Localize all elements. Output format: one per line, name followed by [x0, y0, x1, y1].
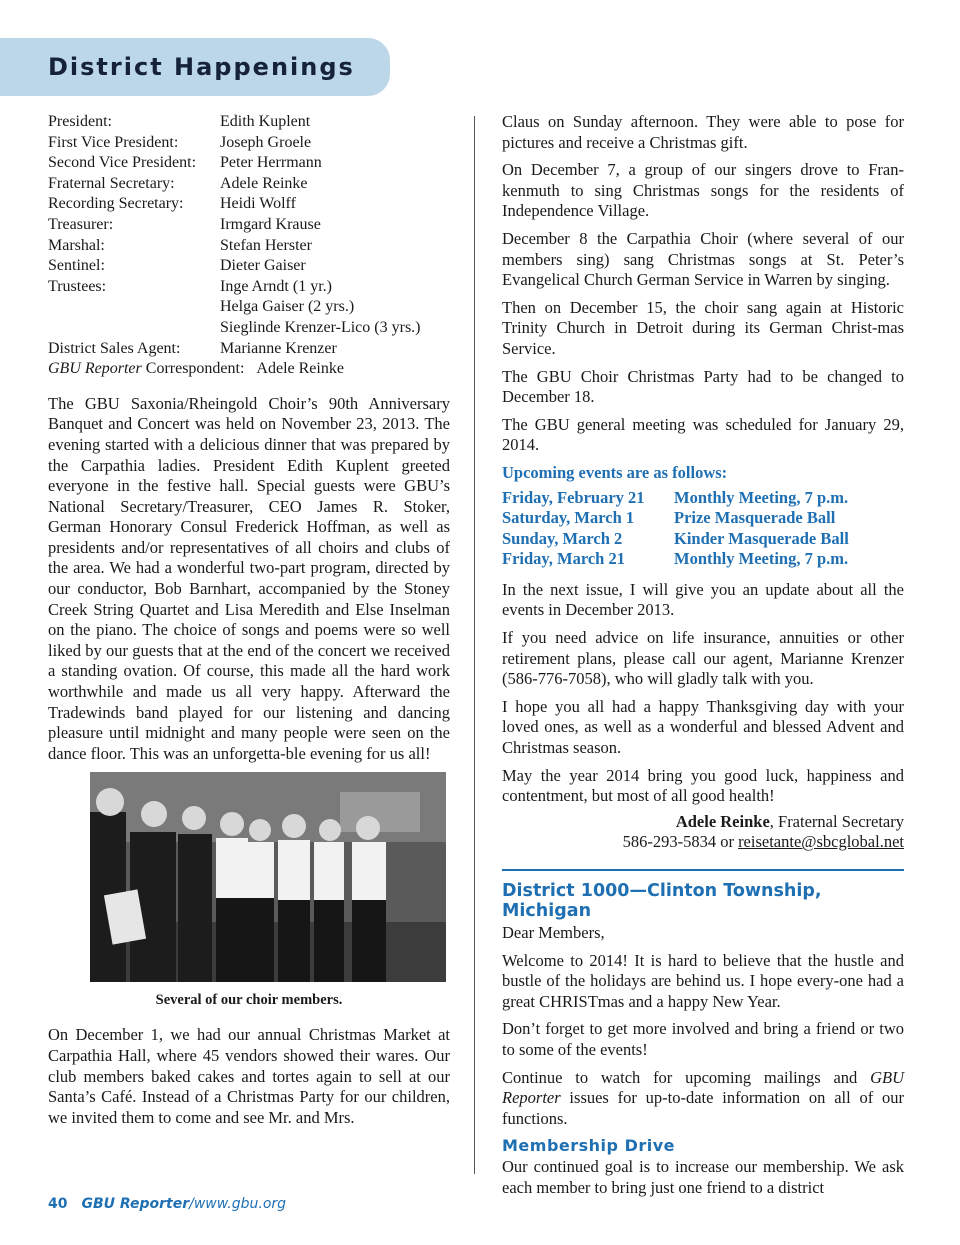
officer-row: First Vice President: Joseph Groele: [48, 133, 312, 151]
correspondent-row: GBU Reporter Correspondent: Adele Reinke: [48, 360, 344, 378]
officer-row: Trustees: Inge Arndt (1 yr.): [48, 277, 332, 295]
paragraph: The GBU Choir Christmas Party had to be changed to December 18.: [502, 366, 904, 407]
page-number: 40: [48, 1196, 68, 1212]
officer-row: Treasurer: Irmgard Krause: [48, 215, 321, 233]
paragraph: May the year 2014 bring you good luck, happiness and contentment, but most of all good health!: [502, 765, 904, 806]
officer-row: Sentinel: Dieter Gaiser: [48, 257, 306, 275]
choir-photo: [90, 772, 446, 982]
event-row: Sunday, March 2 Kinder Masquerade Ball: [502, 528, 849, 548]
paragraph: Claus on Sunday afternoon. They were able to pose for pictures and receive a Christmas gift.: [502, 112, 904, 152]
page-footer: [48, 1196, 286, 1212]
signature-name: Adele Reinke: [675, 811, 770, 831]
paragraph: The GBU general meeting was scheduled for January 29, 2014.: [502, 414, 904, 455]
paragraph: Don’t forget to get more involved and bring a friend or two to some of the events!: [502, 1019, 904, 1059]
officers-list: [48, 112, 450, 380]
events-list: [502, 488, 904, 570]
signature-block: Adele Reinke, Fraternal Secretary 586-293-5834 or reisetante@sbcglobal.net: [622, 811, 904, 852]
email-link[interactable]: reisetante@sbcglobal.net: [738, 832, 904, 852]
photo-caption: Several of our choir members.: [155, 992, 343, 1009]
right-column: [502, 112, 904, 1206]
paragraph: December 8 the Carpathia Choir (where several of our members sing) sang Christmas songs at St. Peter’s Evangelical Church German Service in Warren by singing.: [502, 228, 904, 290]
membership-heading: Membership Drive: [502, 1136, 675, 1156]
officer-row: Sieglinde Krenzer-Lico (3 yrs.): [220, 318, 421, 336]
officer-row: Recording Secretary: Heidi Wolff: [48, 195, 296, 213]
event-row: Friday, March 21 Monthly Meeting, 7 p.m.: [502, 549, 849, 569]
event-row: Friday, February 21 Monthly Meeting, 7 p.m.: [502, 487, 849, 507]
paragraph: Welcome to 2014! It is hard to believe that the hustle and bustle of the holidays are behind us. I hope every-one had a great CHRISTmas and a happy New Year.: [502, 950, 904, 1011]
choir-photo-image: [90, 772, 446, 982]
officer-row: District Sales Agent: Marianne Krenzer: [48, 339, 337, 357]
officer-row: Helga Gaiser (2 yrs.): [220, 298, 355, 316]
paragraph: If you need advice on life insurance, annuities or other retirement plans, please call our agent, Marianne Krenzer (586-776-7058), who will gladly talk with you.: [502, 628, 904, 689]
column-divider: [474, 116, 475, 1174]
paragraph: On December 7, a group of our singers drove to Fran-kenmuth to sing Christmas songs for the residents of Independence Village.: [502, 160, 904, 221]
officer-row: Fraternal Secretary: Adele Reinke: [48, 174, 308, 192]
officer-row: Marshal: Stefan Herster: [48, 236, 312, 254]
events-heading: Upcoming events are as follows:: [502, 462, 728, 482]
paragraph: In the next issue, I will give you an update about all the events in December 2013.: [502, 579, 904, 620]
anniversary-paragraph: The GBU Saxonia/Rheingold Choir’s 90th Anniversary Banquet and Concert was held on November 23, 2013. The evening started with a delicious dinner that was prepared by the Carpathia ladies. President Edith Kuplent greeted everyone in the festive hall. Special guests were GBU’s National Secretary/Treasurer, CEO James R. Stoker, German Honorary Consul Frederick Hoffman, as well as presidents and/or representatives of all choirs and clubs of the area. We had a wonderful two-part program, directed by our conductor, Bob Barnhart, accompanied by the Stoney Creek String Quartet and Lisa Meredith and Else Inselman on the piano. The choice of songs and poems were so well liked by our guests that at the end of the concert we received a standing ovation. Of course, this made all the hard work worthwhile and made us all very happy. Afterward the Tradewinds band played for our listening and dancing pleasure until midnight and many people were seen on the dance floor. This was an unforgetta-ble evening for us all!: [48, 393, 450, 763]
footer-url[interactable]: /www.gbu.org: [189, 1196, 287, 1212]
publication-name: GBU Reporter: [502, 1067, 904, 1108]
christmas-market-paragraph: On December 1, we had our annual Christmas Market at Carpathia Hall, where 45 vendors showed their wares. Our club members baked cakes and tortes again to sell at our Santa’s Café. Instead of a Christmas Party for our children, we invited them to come and see Mr. and Mrs.: [48, 1025, 450, 1127]
section-divider: [502, 869, 904, 871]
greeting: Dear Members,: [502, 923, 605, 942]
paragraph: Our continued goal is to increase our membership. We ask each member to bring just one friend to a district: [502, 1157, 904, 1197]
left-column: [48, 112, 450, 1136]
footer-publication: GBU Reporter: [81, 1196, 190, 1212]
page-title: District Happenings: [48, 53, 355, 81]
officer-row: Second Vice President: Peter Herrmann: [48, 154, 322, 172]
officer-row: President: Edith Kuplent: [48, 113, 311, 130]
district-heading: District 1000—Clinton Township, Michigan: [502, 881, 822, 921]
paragraph: I hope you all had a happy Thanksgiving day with your loved ones, as well as a wonderful and blessed Advent and Christmas season.: [502, 696, 904, 758]
paragraph: Continue to watch for upcoming mailings and GBU Reporter issues for up-to-date information on all of our functions.: [502, 1067, 904, 1128]
paragraph: Then on December 15, the choir sang again at Historic Trinity Church in Detroit during its German Christ-mas Service.: [502, 297, 904, 358]
event-row: Saturday, March 1 Prize Masquerade Ball: [502, 508, 836, 528]
publication-name: GBU Reporter: [48, 360, 142, 378]
